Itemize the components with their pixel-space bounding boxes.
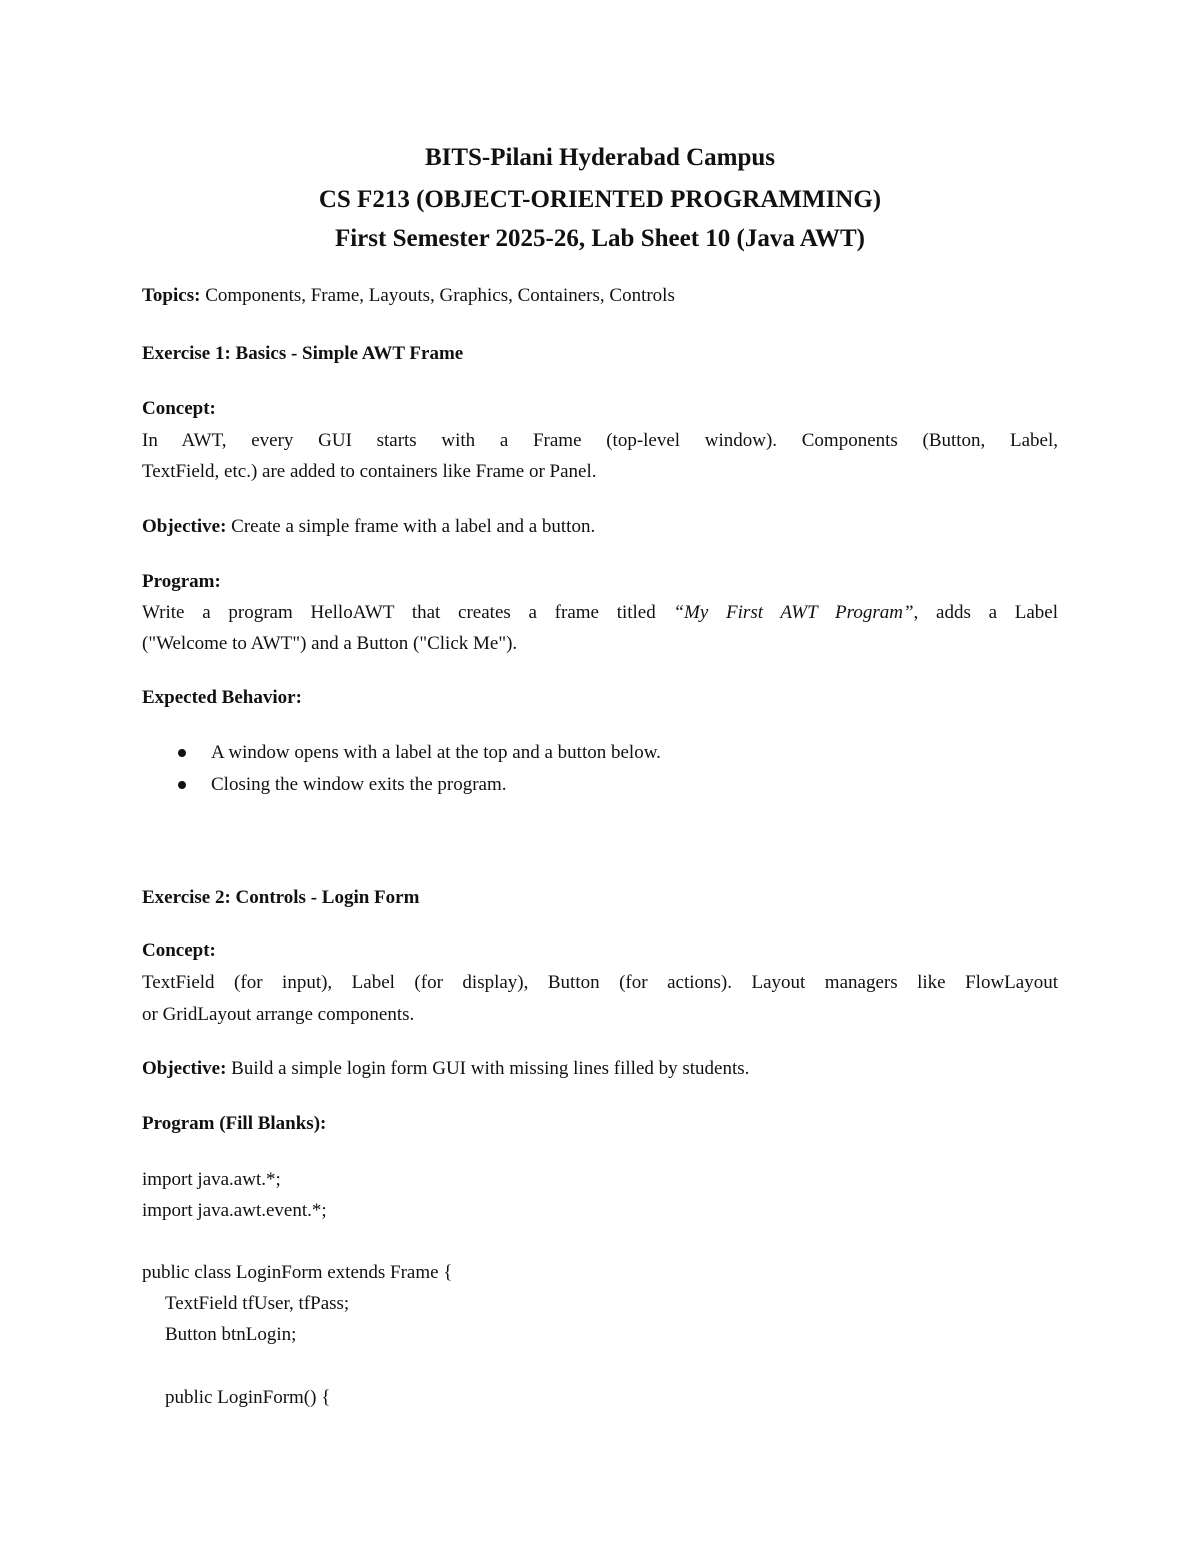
topics-label: Topics: (142, 285, 201, 306)
exercise1-concept-label: Concept: (142, 398, 216, 419)
exercise1-program-label: Program: (142, 571, 221, 592)
exercise1-objective-text: Create a simple frame with a label and a button. (226, 516, 596, 537)
exercise1-program-line2: ("Welcome to AWT") and a Button ("Click Me"). (142, 633, 518, 654)
code-line: public class LoginForm extends Frame { (142, 1262, 453, 1283)
exercise1-program-line1 (142, 601, 1058, 625)
exercise1-concept-line1: In AWT, every GUI starts with a Frame (top-level window). Components (Button, Label, (142, 430, 1058, 451)
code-line: public LoginForm() { (165, 1387, 331, 1408)
expected-bullet-2: Closing the window exits the program. (211, 774, 507, 795)
topics-text: Components, Frame, Layouts, Graphics, Containers, Controls (200, 285, 675, 306)
exercise2-objective (142, 1057, 1058, 1081)
exercise2-concept-line1: TextField (for input), Label (for display), Button (for actions). Layout managers like FlowLayout (142, 972, 1058, 993)
exercise1-concept-line2: TextField, etc.) are added to containers like Frame or Panel. (142, 461, 597, 482)
bullet-icon (176, 779, 188, 791)
exercise1-program-text-a: Write a program HelloAWT that creates a frame titled (142, 602, 674, 623)
exercise2-program-label: Program (Fill Blanks): (142, 1113, 327, 1134)
exercise2-objective-label: Objective: (142, 1058, 227, 1079)
exercise1-objective (142, 515, 1058, 539)
exercise2-concept-line2: or GridLayout arrange components. (142, 1004, 415, 1025)
code-line: import java.awt.*; (142, 1169, 281, 1190)
institution-title: BITS-Pilani Hyderabad Campus (424, 144, 776, 171)
exercise1-expected-label: Expected Behavior: (142, 687, 302, 708)
lab-sheet-title: First Semester 2025-26, Lab Sheet 10 (Java AWT) (334, 225, 866, 252)
exercise1-objective-label: Objective: (142, 516, 227, 537)
expected-bullet-1: A window opens with a label at the top and a button below. (211, 742, 661, 763)
bullet-icon (176, 747, 188, 759)
exercise2-concept-label: Concept: (142, 940, 216, 961)
code-line: TextField tfUser, tfPass; (165, 1293, 350, 1314)
exercise1-heading: Exercise 1: Basics - Simple AWT Frame (142, 343, 464, 364)
code-line: Button btnLogin; (165, 1324, 297, 1345)
exercise1-program-text-b: , adds a Label (913, 602, 1058, 623)
topics-line (142, 284, 1058, 308)
exercise2-heading: Exercise 2: Controls - Login Form (142, 887, 420, 908)
frame-title-text: “My First AWT Program” (673, 602, 914, 623)
exercise2-objective-text: Build a simple login form GUI with missing lines filled by students. (226, 1058, 750, 1079)
code-line: import java.awt.event.*; (142, 1200, 327, 1221)
course-title: CS F213 (OBJECT-ORIENTED PROGRAMMING) (318, 186, 882, 213)
